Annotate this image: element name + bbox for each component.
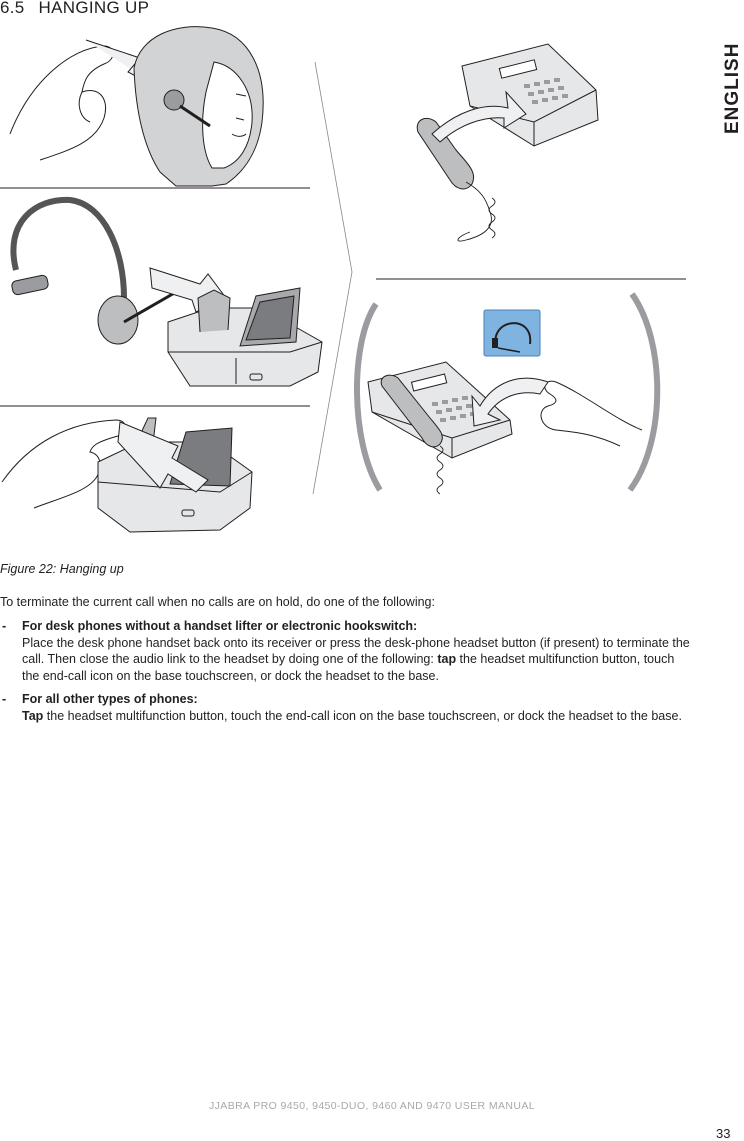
list-item (0, 691, 690, 724)
list-item (0, 618, 690, 684)
bracket-divider (313, 62, 352, 494)
bullet-dash: - (2, 619, 7, 633)
section-heading (0, 0, 149, 18)
language-tab: ENGLISH (722, 42, 743, 134)
intro-text: To terminate the current call when no calls are on hold, do one of the following: (0, 595, 435, 609)
section-number: 6.5 (0, 0, 25, 17)
finger-tap-headset-illustration (10, 27, 263, 186)
figure-caption: Figure 22: Hanging up (0, 562, 124, 576)
hanging-up-figure (0, 22, 700, 542)
desk-phone-headset-button-illustration (357, 294, 657, 494)
finger-tap-base-illustration (2, 418, 252, 532)
item-text: the headset multifunction button, touch the end-call icon on the base touchscreen, or dock the headset to the base. (43, 708, 682, 723)
item-text: Place the desk phone handset back onto its receiver or press the desk-phone headset button (if present) to terminate the call. Then close the audio link to the headset by doing one of the following: (22, 635, 690, 666)
headset-dock-illustration (11, 200, 322, 386)
item-title: For all other types of phones: (22, 692, 198, 706)
section-title: HANGING UP (38, 0, 150, 17)
item-bold: Tap (22, 708, 44, 723)
headset-button-icon (484, 310, 540, 356)
instruction-list (0, 618, 690, 731)
item-bold: tap (437, 652, 457, 666)
item-text: the headset multifunction button, touch the end-call icon on the base touchscreen, or dock the headset to the base. (22, 652, 675, 683)
page-number: 33 (716, 1126, 731, 1141)
footer-text: JJABRA PRO 9450, 9450-DUO, 9460 AND 9470 USER MANUAL (208, 1100, 536, 1112)
bullet-dash: - (2, 692, 7, 706)
handset-return-illustration (417, 44, 598, 241)
item-title: For desk phones without a handset lifter or electronic hookswitch: (22, 619, 418, 633)
